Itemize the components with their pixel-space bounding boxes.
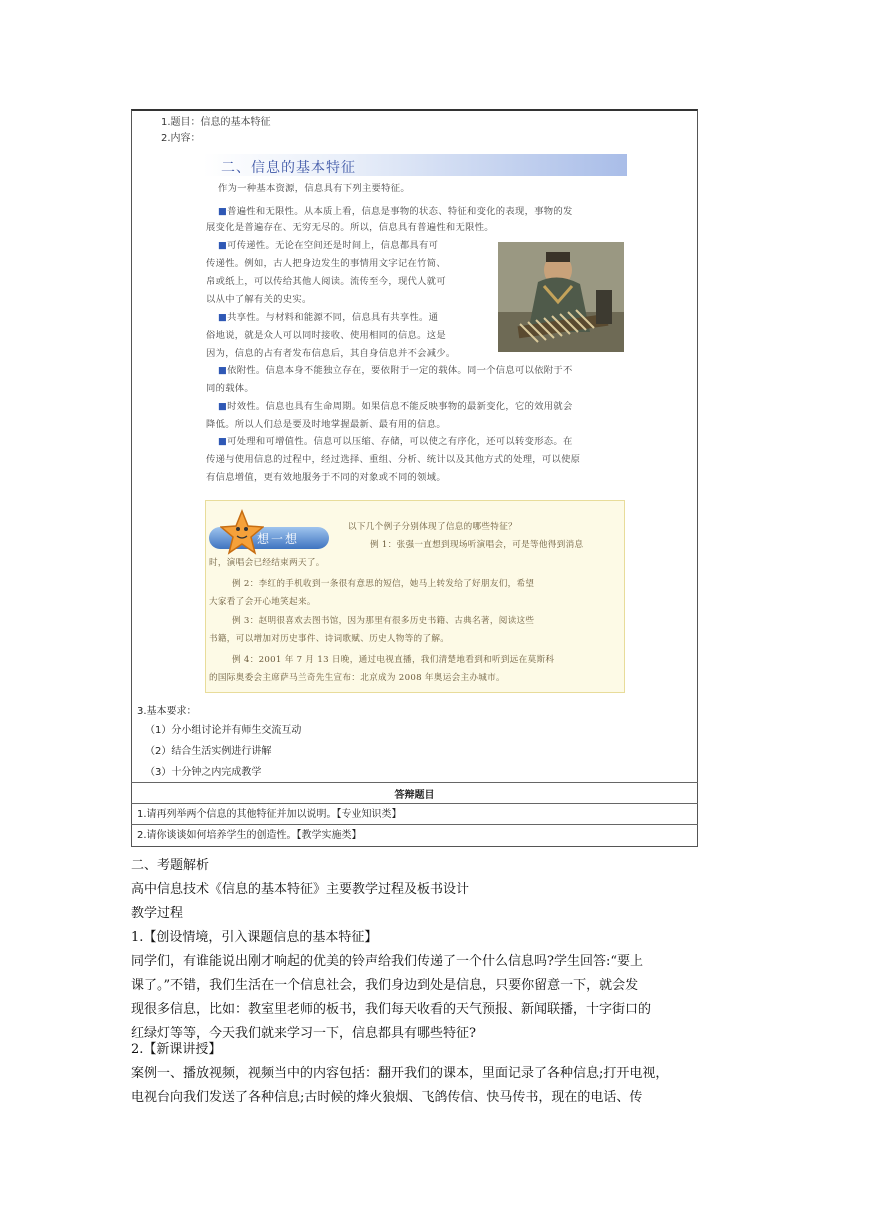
bullet-marker-icon: ■ [218,401,228,412]
book-paragraph-text: 可处理和可增值性。信息可以压缩、存储，可以使之有序化，还可以转变形态。在 [227,436,573,447]
book-paragraph-text: 同的载体。 [206,383,254,394]
book-intro: 作为一种基本资源，信息具有下列主要特征。 [218,183,410,194]
think-box [205,500,625,693]
requirement-item: （3）十分钟之内完成教学 [145,767,262,778]
book-paragraph-line [206,276,446,288]
body-line: 同学们，有谁能说出刚才响起的优美的铃声给我们传递了一个什么信息吗?学生回答:“要上 [131,954,643,969]
bullet-marker-icon: ■ [218,312,228,323]
ancient-scholar-illustration [498,242,624,352]
think-line: 的国际奥委会主席萨马兰奇先生宣布：北京成为 2008 年奥运会主办城市。 [209,673,505,683]
book-paragraph-line [206,454,580,466]
star-mascot-icon [220,509,264,557]
bullet-marker-icon: ■ [218,436,228,447]
table-divider [131,803,698,804]
book-paragraph-line [218,365,573,377]
body-line: 红绿灯等等，今天我们就来学习一下，信息都具有哪些特征? [131,1026,476,1041]
body-line: 电视台向我们发送了各种信息;古时候的烽火狼烟、飞鸽传信、快马传书，现在的电话、传 [131,1090,643,1105]
book-paragraph-text: 展变化是普遍存在、无穷无尽的。所以，信息具有普遍性和无限性。 [206,222,494,233]
book-paragraph-text: 可传递性。无论在空间还是时间上，信息都具有可 [227,240,439,251]
body-line: 1.【创设情境，引入课题信息的基本特征】 [131,930,378,945]
book-paragraph-line [206,294,312,306]
book-paragraph-line [206,472,446,484]
content-label: 2.内容： [161,133,201,144]
table-divider [131,824,698,825]
think-line: 时，演唱会已经结束两天了。 [209,558,325,568]
think-line: 例 4：2001 年 7 月 13 日晚，通过电视直播，我们清楚地看到和听到远在莫斯科 [232,655,555,665]
book-paragraph-line [206,258,446,270]
book-paragraph-text: 有信息增值，更有效地服务于不同的对象或不同的领域。 [206,472,446,483]
book-paragraph-line [206,330,446,342]
body-line: 教学过程 [131,906,184,921]
book-paragraph-line [206,348,456,360]
bullet-marker-icon: ■ [218,365,228,376]
book-paragraph-line [218,312,438,324]
requirement-item: （1）分小组讨论并有师生交流互动 [145,725,302,736]
question-item: 1.请再列举两个信息的其他特征并加以说明。【专业知识类】 [137,809,402,820]
book-paragraph-text: 普遍性和无限性。从本质上看，信息是事物的状态、特征和变化的表现，事物的发 [227,206,573,217]
book-paragraph-text: 因为，信息的占有者发布信息后，其自身信息并不会减少。 [206,348,456,359]
bullet-marker-icon: ■ [218,240,228,251]
think-line: 书籍，可以增加对历史事件、诗词歌赋、历史人物等的了解。 [209,634,450,644]
scholar-picture [498,242,624,352]
qa-header: 答辩题目 [394,790,435,801]
book-paragraph-line [206,222,494,234]
table-divider [131,782,698,783]
book-paragraph-line [218,436,573,448]
question-item: 2.请你谈谈如何培养学生的创造性。【教学实施类】 [137,830,362,841]
book-paragraph-text: 共享性。与材料和能源不同，信息具有共享性。通 [227,312,439,323]
section-title-bar [203,154,627,176]
body-line: 现很多信息，比如：教室里老师的板书，我们每天收看的天气预报、新闻联播，十字街口的 [131,1002,652,1017]
section-title: 二、信息的基本特征 [221,160,356,176]
requirement-item: （2）结合生活实例进行讲解 [145,746,272,757]
book-paragraph-line [218,240,438,252]
bullet-marker-icon: ■ [218,206,228,217]
book-paragraph-text: 以从中了解有关的史实。 [206,294,312,305]
body-line: 案例一、播放视频，视频当中的内容包括：翻开我们的课本，里面记录了各种信息;打开电视， [131,1066,669,1081]
book-paragraph-text: 降低。所以人们总是要及时地掌握最新、最有用的信息。 [206,419,446,430]
body-line: 高中信息技术《信息的基本特征》主要教学过程及板书设计 [131,882,470,897]
body-line: 二、考题解析 [131,858,210,873]
book-paragraph-text: 俗地说，就是众人可以同时接收、使用相同的信息。这是 [206,330,446,341]
book-paragraph-text: 传递性。例如，古人把身边发生的事情用文字记在竹简、 [206,258,446,269]
book-paragraph-text: 时效性。信息也具有生命周期。如果信息不能反映事物的最新变化，它的效用就会 [227,401,573,412]
book-paragraph-line [206,419,446,431]
topic-line: 1.题目：信息的基本特征 [161,117,271,128]
book-paragraph-line [218,401,573,413]
requirements-label: 3.基本要求： [137,706,197,717]
think-badge-label: 想一想 [257,532,300,546]
body-line: 2.【新课讲授】 [131,1042,222,1057]
think-line: 例 2：李红的手机收到一条很有意思的短信，她马上转发给了好朋友们，希望 [232,579,535,589]
book-paragraph-text: 依附性。信息本身不能独立存在，要依附于一定的载体。同一个信息可以依附于不 [227,365,573,376]
think-line: 例 1：张强一直想到现场听演唱会，可是等他得到消息 [370,540,584,550]
think-line: 以下几个例子分别体现了信息的哪些特征？ [348,522,517,532]
book-paragraph-line [218,206,573,218]
think-line: 例 3：赵明很喜欢去图书馆，因为那里有很多历史书籍、古典名著，阅读这些 [232,616,535,626]
book-paragraph-text: 帛或纸上，可以传给其他人阅读。流传至今，现代人就可 [206,276,446,287]
think-line: 大家看了会开心地笑起来。 [209,597,316,607]
book-paragraph-line [206,383,254,395]
book-paragraph-text: 传递与使用信息的过程中，经过选择、重组、分析、统计以及其他方式的处理，可以使原 [206,454,581,465]
body-line: 课了。”不错，我们生活在一个信息社会，我们身边到处是信息，只要你留意一下，就会发 [131,978,639,993]
